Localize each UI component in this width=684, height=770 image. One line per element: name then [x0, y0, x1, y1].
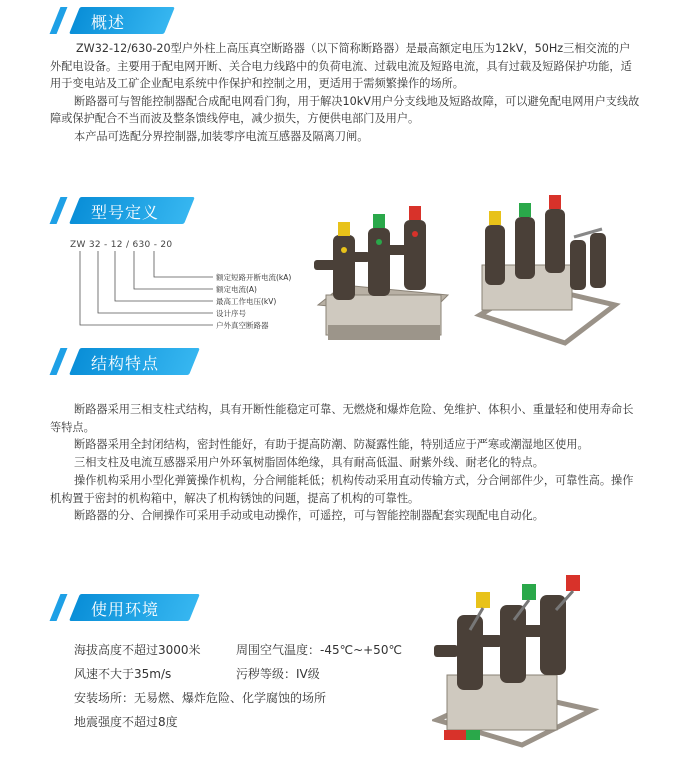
model-label: 额定电流(A) [216, 285, 257, 294]
overview-paragraph: ZW32-12/630-20型户外柱上高压真空断路器（以下简称断路器）是最高额定电压为12kV，50Hz三相交流的户外配电设备。主要用于配电网开断、关合电力线路中的负荷电流、过载电流及短路电流，具有过载及短路保护功能，适用于变电站及工矿企业配电系统中作保护和控制之用，更适用于需频繁操作的场所。 [50, 42, 632, 90]
phase-cap-yellow-icon [338, 222, 350, 236]
bracket-line [154, 251, 213, 277]
phase-cap-red-icon [566, 575, 580, 591]
phase-cap-green-icon [373, 214, 385, 228]
structure-paragraph: 断路器采用三相支柱式结构，具有开断性能稳定可靠、无燃烧和爆炸危险、免维护、体积小、重量轻和使用寿命长等特点。 [50, 403, 634, 434]
bracket-line [80, 251, 213, 325]
header-accent-icon [50, 348, 68, 375]
section-title: 型号定义 [91, 203, 160, 222]
insulator-pole [314, 220, 426, 300]
env-item-altitude: 海拔高度不超过3000米 [74, 643, 201, 657]
phase-cap-green-icon [519, 203, 531, 217]
env-item-pollution: 污秽等级：IV级 [236, 667, 320, 681]
phase-cap-red-icon [409, 206, 421, 220]
product-photo-breaker-installed [432, 570, 602, 765]
phase-cap-green-icon [522, 584, 536, 600]
section-title: 概述 [91, 13, 126, 32]
phase-cap-yellow-icon [476, 592, 490, 608]
model-label: 设计序号 [216, 309, 246, 318]
overview-paragraph: 本产品可选配分界控制器,加装零序电流互感器及隔离刀闸。 [74, 129, 369, 143]
env-item-temperature: 周围空气温度：-45℃~+50℃ [236, 643, 402, 657]
structure-paragraph: 断路器采用全封闭结构，密封性能好，有助于提高防潮、防凝露性能，特别适应于严寒或潮湿地区使用。 [74, 438, 589, 452]
section-header-overview [55, 7, 165, 34]
header-accent-icon [50, 197, 68, 224]
structure-paragraph: 操作机构采用小型化弹簧操作机构，分合闸能耗低；机构传动采用直动传输方式，分合闸部件少，可靠性高。操作机构置于密封的机构箱中，解决了机构锈蚀的问题，提高了机构的可靠性。 [50, 473, 634, 505]
overview-paragraph: 断路器可与智能控制器配合成配电网看门狗，用于解决10kV用户分支线地及短路故障，可以避免配电网用户支线故障或保护配合不当而波及整条馈线停电，减少损失，方便供电部门及用户。 [50, 94, 640, 125]
product-photo-breaker-with-isolator [470, 195, 625, 355]
env-item-wind: 风速不大于35m/s [74, 667, 172, 681]
bracket-line [115, 251, 213, 301]
section-title: 使用环境 [91, 600, 160, 619]
overview-text [50, 40, 640, 145]
section-header-model [55, 197, 185, 224]
env-item-seismic: 地震强度不超过8度 [74, 715, 178, 729]
env-item-location: 安装场所：无易燃、爆炸危险、化学腐蚀的场所 [74, 691, 327, 705]
header-accent-icon [50, 7, 68, 34]
structure-paragraph: 三相支柱及电流互感器采用户外环氧树脂固体绝缘，具有耐高低温、耐紫外线、耐老化的特点。 [74, 456, 544, 470]
section-title: 结构特点 [91, 354, 160, 373]
model-label: 额定短路开断电流(kA) [216, 273, 292, 282]
bracket-line [134, 251, 213, 289]
phase-cap-yellow-icon [489, 211, 501, 225]
section-header-environment [55, 594, 190, 621]
header-accent-icon [50, 594, 68, 621]
model-label: 户外真空断路器 [216, 321, 269, 330]
product-photo-breaker [308, 200, 458, 350]
section-header-structure [55, 348, 190, 375]
model-label: 最高工作电压(kV) [216, 297, 277, 306]
structure-paragraph: 断路器的分、合闸操作可采用手动或电动操作，可遥控，可与智能控制器配套实现配电自动化。 [74, 509, 544, 523]
model-code: ZW 32 - 12 / 630 - 20 [70, 240, 173, 250]
model-bracket-lines [70, 240, 320, 340]
phase-cap-red-icon [549, 195, 561, 209]
model-definition-diagram [70, 240, 320, 340]
structure-text [50, 401, 640, 525]
